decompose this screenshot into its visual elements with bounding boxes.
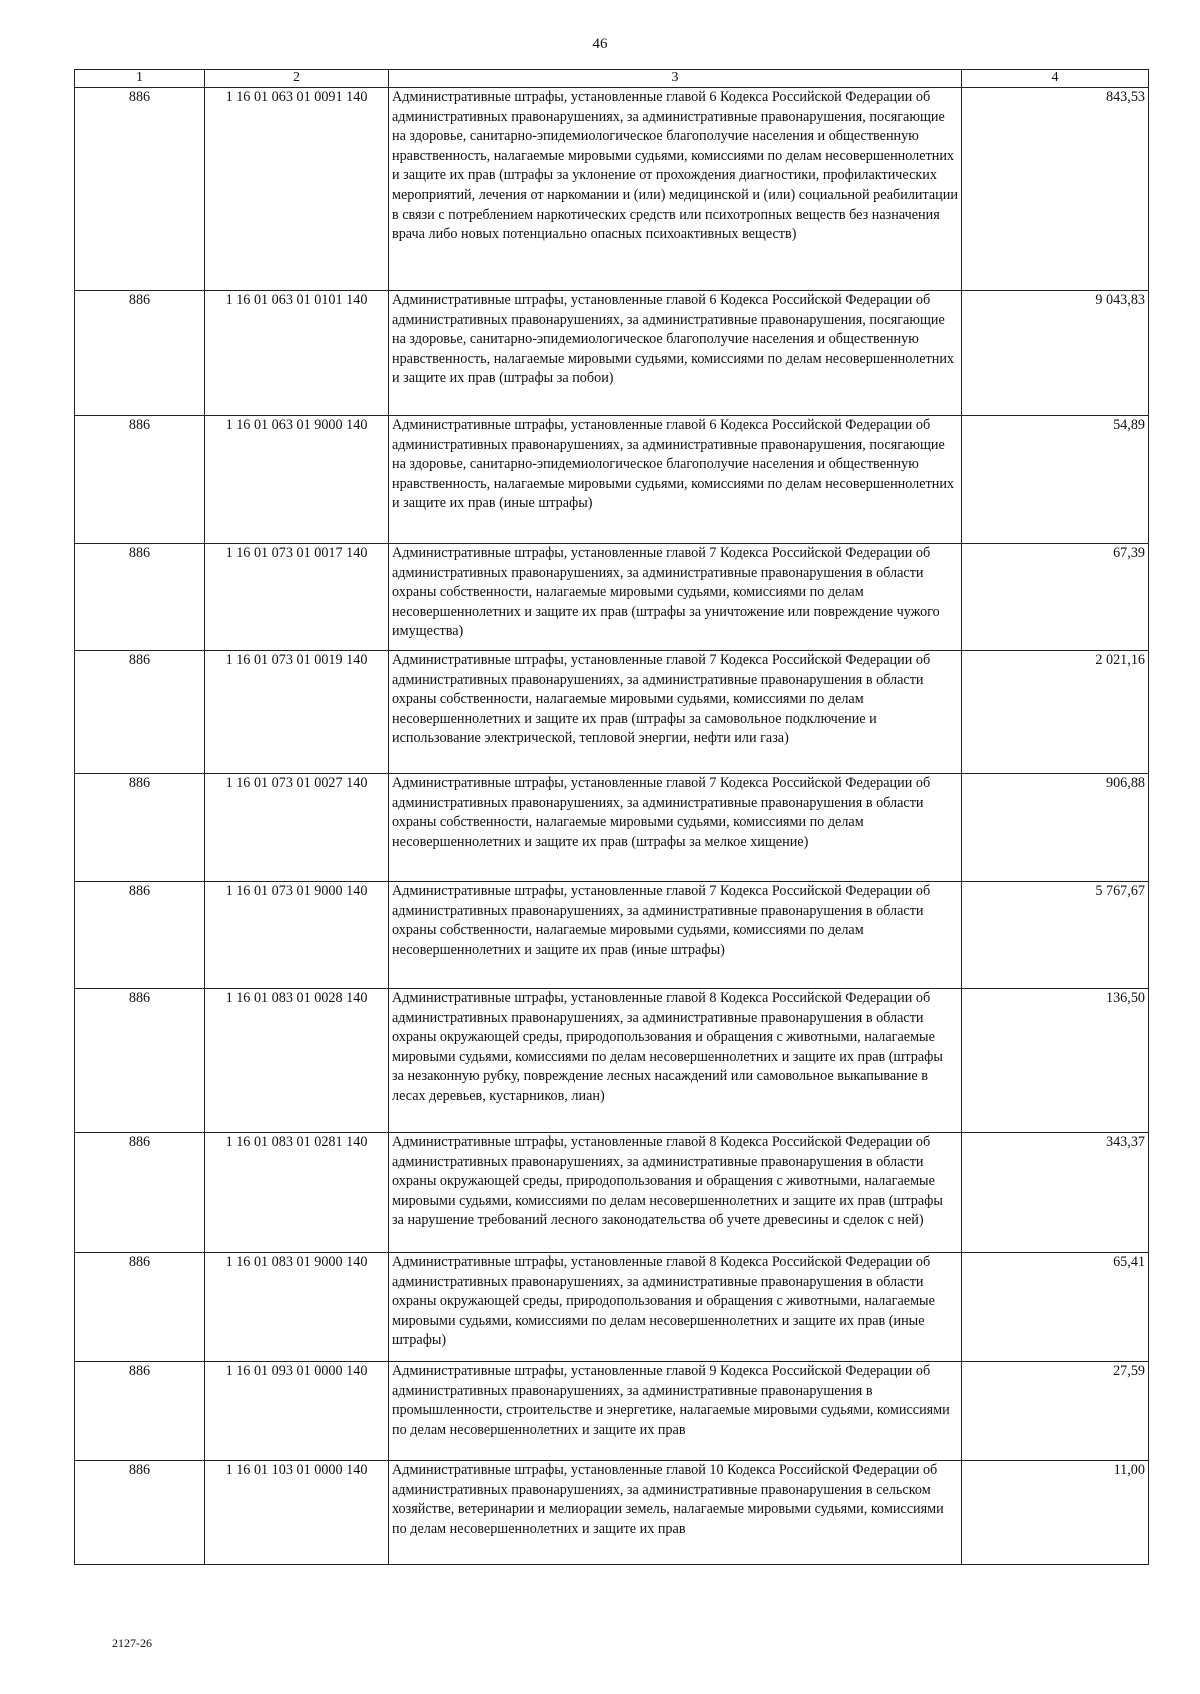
header-row — [75, 70, 1149, 88]
admin-code-cell: 886 — [75, 774, 205, 882]
table-row — [75, 1461, 1149, 1565]
kbk-code-cell: 1 16 01 103 01 0000 140 — [205, 1461, 389, 1565]
description-cell: Административные штрафы, установленные главой 7 Кодекса Российской Федерации об административных правонарушениях, за административные правонарушения в области охраны собственности, налагаемые мировыми судьями, комиссиями по делам несовершеннолетних и защите их прав (штрафы за мелкое хищение) — [389, 774, 962, 882]
kbk-code-cell: 1 16 01 083 01 9000 140 — [205, 1253, 389, 1362]
amount-cell: 27,59 — [962, 1362, 1149, 1461]
kbk-code-cell: 1 16 01 073 01 0019 140 — [205, 651, 389, 774]
admin-code-cell: 886 — [75, 88, 205, 291]
amount-cell: 65,41 — [962, 1253, 1149, 1362]
admin-code-cell: 886 — [75, 291, 205, 416]
table-row — [75, 1253, 1149, 1362]
table-row — [75, 989, 1149, 1133]
description-cell: Административные штрафы, установленные главой 6 Кодекса Российской Федерации об административных правонарушениях, за административные правонарушения, посягающие на здоровье, санитарно-эпидемиологическое благополучие населения и общественную нравственность, налагаемые мировыми судьями, комиссиями по делам несовершеннолетних и защите их прав (штрафы за уклонение от прохождения диагностики, профилактических мероприятий, лечения от наркомании и (или) медицинской и (или) социальной реабилитации в связи с потреблением наркотических средств или психотропных веществ без назначения врача либо новых потенциально опасных психоактивных веществ) — [389, 88, 962, 291]
kbk-code-cell: 1 16 01 063 01 0101 140 — [205, 291, 389, 416]
admin-code-cell: 886 — [75, 1362, 205, 1461]
amount-cell: 11,00 — [962, 1461, 1149, 1565]
amount-cell: 5 767,67 — [962, 882, 1149, 989]
amount-cell: 343,37 — [962, 1133, 1149, 1253]
table-row — [75, 1362, 1149, 1461]
amount-cell: 136,50 — [962, 989, 1149, 1133]
admin-code-cell: 886 — [75, 416, 205, 544]
description-cell: Административные штрафы, установленные главой 8 Кодекса Российской Федерации об административных правонарушениях, за административные правонарушения в области охраны окружающей среды, природопользования и обращения с животными, налагаемые мировыми судьями, комиссиями по делам несовершеннолетних и защите их прав (штрафы за незаконную рубку, повреждение лесных насаждений или самовольное выкапывание в лесах деревьев, кустарников, лиан) — [389, 989, 962, 1133]
kbk-code-cell: 1 16 01 083 01 0281 140 — [205, 1133, 389, 1253]
amount-cell: 2 021,16 — [962, 651, 1149, 774]
table-row — [75, 416, 1149, 544]
table-row — [75, 88, 1149, 291]
kbk-code-cell: 1 16 01 073 01 9000 140 — [205, 882, 389, 989]
kbk-code-cell: 1 16 01 073 01 0027 140 — [205, 774, 389, 882]
kbk-code-cell: 1 16 01 083 01 0028 140 — [205, 989, 389, 1133]
admin-code-cell: 886 — [75, 1253, 205, 1362]
description-cell: Административные штрафы, установленные главой 6 Кодекса Российской Федерации об административных правонарушениях, за административные правонарушения, посягающие на здоровье, санитарно-эпидемиологическое благополучие населения и общественную нравственность, налагаемые мировыми судьями, комиссиями по делам несовершеннолетних и защите их прав (иные штрафы) — [389, 416, 962, 544]
description-cell: Административные штрафы, установленные главой 9 Кодекса Российской Федерации об административных правонарушениях, за административные правонарушения в промышленности, строительстве и энергетике, налагаемые мировыми судьями, комиссиями по делам несовершеннолетних и защите их прав — [389, 1362, 962, 1461]
amount-cell: 906,88 — [962, 774, 1149, 882]
header-col-3: 3 — [389, 70, 962, 88]
description-cell: Административные штрафы, установленные главой 10 Кодекса Российской Федерации об административных правонарушениях, за административные правонарушения в сельском хозяйстве, ветеринарии и мелиорации земель, налагаемые мировыми судьями, комиссиями по делам несовершеннолетних и защите их прав — [389, 1461, 962, 1565]
table-row — [75, 291, 1149, 416]
description-cell: Административные штрафы, установленные главой 7 Кодекса Российской Федерации об административных правонарушениях, за административные правонарушения в области охраны собственности, налагаемые мировыми судьями, комиссиями по делам несовершеннолетних и защите их прав (штрафы за уничтожение или повреждение чужого имущества) — [389, 544, 962, 651]
description-cell: Административные штрафы, установленные главой 7 Кодекса Российской Федерации об административных правонарушениях, за административные правонарушения в области охраны собственности, налагаемые мировыми судьями, комиссиями по делам несовершеннолетних и защите их прав (штрафы за самовольное подключение и использование электрической, тепловой энергии, нефти или газа) — [389, 651, 962, 774]
description-cell: Административные штрафы, установленные главой 8 Кодекса Российской Федерации об административных правонарушениях, за административные правонарушения в области охраны окружающей среды, природопользования и обращения с животными, налагаемые мировыми судьями, комиссиями по делам несовершеннолетних и защите их прав (штрафы за нарушение требований лесного законодательства об учете древесины и сделок с ней) — [389, 1133, 962, 1253]
header-col-4: 4 — [962, 70, 1149, 88]
table-row — [75, 544, 1149, 651]
amount-cell: 54,89 — [962, 416, 1149, 544]
document-code: 2127-26 — [112, 1636, 152, 1650]
admin-code-cell: 886 — [75, 1461, 205, 1565]
header-col-2: 2 — [205, 70, 389, 88]
admin-code-cell: 886 — [75, 544, 205, 651]
amount-cell: 843,53 — [962, 88, 1149, 291]
description-cell: Административные штрафы, установленные главой 8 Кодекса Российской Федерации об административных правонарушениях, за административные правонарушения в области охраны окружающей среды, природопользования и обращения с животными, налагаемые мировыми судьями, комиссиями по делам несовершеннолетних и защите их прав (иные штрафы) — [389, 1253, 962, 1362]
amount-cell: 67,39 — [962, 544, 1149, 651]
table-row — [75, 774, 1149, 882]
kbk-code-cell: 1 16 01 063 01 0091 140 — [205, 88, 389, 291]
admin-code-cell: 886 — [75, 1133, 205, 1253]
amount-cell: 9 043,83 — [962, 291, 1149, 416]
description-cell: Административные штрафы, установленные главой 7 Кодекса Российской Федерации об административных правонарушениях, за административные правонарушения в области охраны собственности, налагаемые мировыми судьями, комиссиями по делам несовершеннолетних и защите их прав (иные штрафы) — [389, 882, 962, 989]
table-row — [75, 882, 1149, 989]
admin-code-cell: 886 — [75, 882, 205, 989]
revenue-table — [74, 69, 1149, 1565]
kbk-code-cell: 1 16 01 073 01 0017 140 — [205, 544, 389, 651]
kbk-code-cell: 1 16 01 063 01 9000 140 — [205, 416, 389, 544]
admin-code-cell: 886 — [75, 989, 205, 1133]
description-cell: Административные штрафы, установленные главой 6 Кодекса Российской Федерации об административных правонарушениях, за административные правонарушения, посягающие на здоровье, санитарно-эпидемиологическое благополучие населения и общественную нравственность, налагаемые мировыми судьями, комиссиями по делам несовершеннолетних и защите их прав (штрафы за побои) — [389, 291, 962, 416]
admin-code-cell: 886 — [75, 651, 205, 774]
header-col-1: 1 — [75, 70, 205, 88]
kbk-code-cell: 1 16 01 093 01 0000 140 — [205, 1362, 389, 1461]
table-row — [75, 1133, 1149, 1253]
page-number: 46 — [592, 36, 608, 52]
table-row — [75, 651, 1149, 774]
